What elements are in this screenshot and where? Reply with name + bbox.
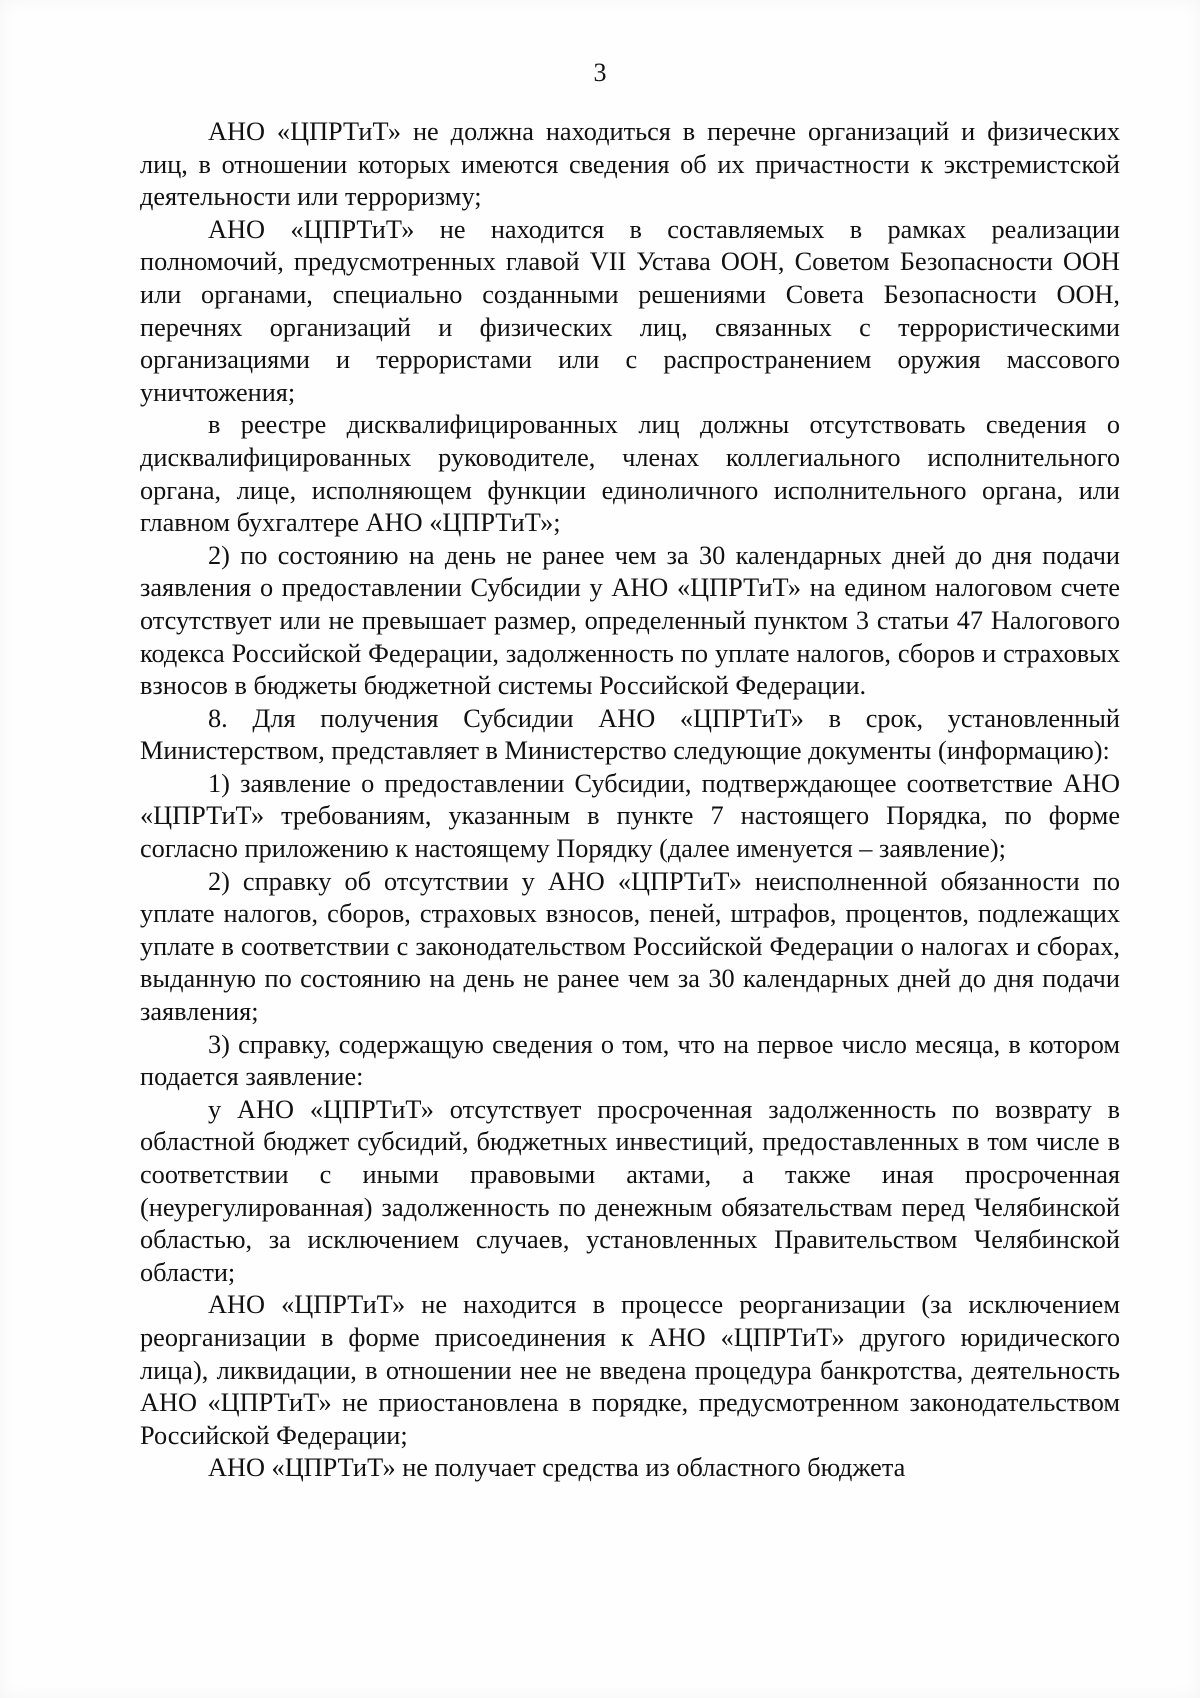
paragraph-reorganization: АНО «ЦПРТиТ» не находится в процессе реорганизации (за исключением реорганизации в форме присоединения к АНО «ЦПРТиТ» другого юридического лица), ликвидации, в отношении нее не введена процедура банкротства, деятельность АНО «ЦПРТиТ» не приостановлена в порядке, предусмотренном законодательством Российской Федерации; [140, 1290, 1120, 1450]
paragraph-tax-certificate: 2) справку об отсутствии у АНО «ЦПРТиТ» неисполненной обязанности по уплате налогов, сборов, страховых взносов, пеней, штрафов, процентов, подлежащих уплате в соответствии с законодательством Российской Федерации о налогах и сборах, выданную по состоянию на день не ранее чем за 30 календарных дней до дня подачи заявления; [140, 866, 1120, 1027]
document-body [140, 116, 1120, 1485]
paragraph-regional-budget: АНО «ЦПРТиТ» не получает средства из областного бюджета [208, 1453, 906, 1483]
paragraph-un-sanctions-list: АНО «ЦПРТиТ» не находится в составляемых в рамках реализации полномочий, предусмотренных главой VII Устава ООН, Советом Безопасности ООН или органами, специально созданными решениями Совета Безопасности ООН, перечнях организаций и физических лиц, связанных с террористическими организациями и террористами или с распространением оружия массового уничтожения; [140, 214, 1120, 407]
page-number: 3 [593, 58, 607, 87]
paragraph-item-8: 8. Для получения Субсидии АНО «ЦПРТиТ» в срок, установленный Министерством, представляет в Министерство следующие документы (информацию): [140, 703, 1120, 766]
paragraph-disqualified-persons: в реестре дисквалифицированных лиц должны отсутствовать сведения о дисквалифицированных руководителе, членах коллегиального исполнительного органа, лице, исполняющем функции единоличного исполнительного органа, или главном бухгалтере АНО «ЦПРТиТ»; [140, 410, 1120, 538]
paragraph-application: 1) заявление о предоставлении Субсидии, подтверждающее соответствие АНО «ЦПРТиТ» требованиям, указанным в пункте 7 настоящего Порядка, по форме согласно приложению к настоящему Порядку (далее именуется – заявление); [140, 768, 1120, 864]
paragraph-tax-debt: 2) по состоянию на день не ранее чем за 30 календарных дней до дня подачи заявления о предоставлении Субсидии у АНО «ЦПРТиТ» на едином налоговом счете отсутствует или не превышает размер, определенный пунктом 3 статьи 47 Налогового кодекса Российской Федерации, задолженность по уплате налогов, сборов и страховых взносов в бюджеты бюджетной системы Российской Федерации. [140, 540, 1120, 701]
paragraph-overdue-debt: у АНО «ЦПРТиТ» отсутствует просроченная задолженность по возврату в областной бюджет субсидий, бюджетных инвестиций, предоставленных в том числе в соответствии с иными правовыми актами, а также иная просроченная (неурегулированная) задолженность по денежным обязательствам перед Челябинской областью, за исключением случаев, установленных Правительством Челябинской области; [140, 1094, 1120, 1287]
paragraph-extremism-list: АНО «ЦПРТиТ» не должна находиться в перечне организаций и физических лиц, в отношении которых имеются сведения об их причастности к экстремистской деятельности или терроризму; [140, 117, 1120, 212]
paragraph-month-certificate: 3) справку, содержащую сведения о том, что на первое число месяца, в котором подается заявление: [140, 1029, 1120, 1092]
